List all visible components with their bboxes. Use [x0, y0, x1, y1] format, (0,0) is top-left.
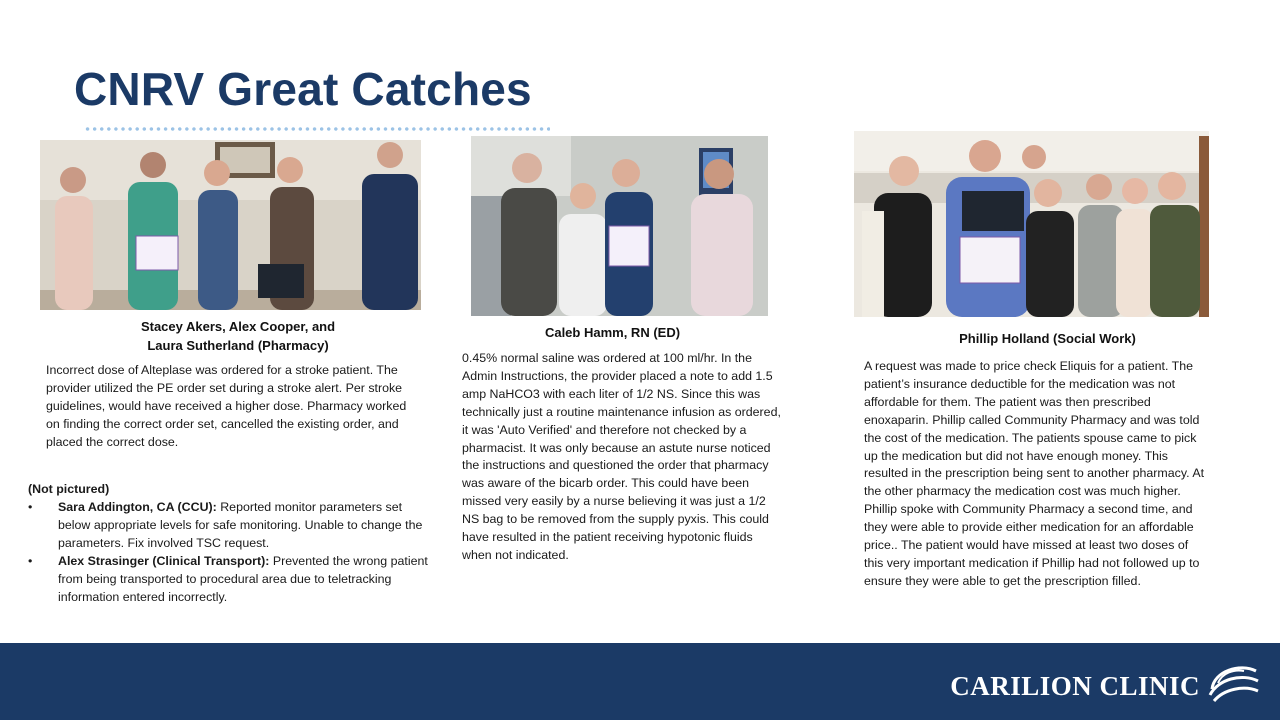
bullet-icon: •	[28, 553, 33, 568]
list-item	[28, 553, 428, 607]
carilion-swirl-icon	[1204, 659, 1260, 705]
caption-pharmacy	[118, 317, 358, 355]
carilion-clinic-logo-text: CARILION CLINIC	[950, 671, 1200, 701]
pharmacy-catch-description: Incorrect dose of Alteplase was ordered for a stroke patient. The provider utilized the PE order set during a stroke alert. Per stroke guidelines, would have received a higher dose. Pharmacy worked on finding the correct order set, cancelled the existing order, and placed the correct dose.	[46, 363, 407, 449]
not-pictured-heading: (Not pictured)	[28, 482, 110, 496]
group-photo-social-work	[854, 131, 1209, 317]
footer-bar	[0, 643, 1280, 720]
list-item	[28, 499, 428, 553]
group-photo-pharmacy	[40, 140, 421, 310]
caleb-catch-description: 0.45% normal saline was ordered at 100 ml/hr. In the Admin Instructions, the provider placed a note to add 1.5 amp NaHCO3 with each liter of 1/2 NS. Since this was technically just a routine maintenance infusion as ordered, it was 'Auto Verified' and therefore not checked by a pharmacist. It was only because an astute nurse noticed the instructions and questioned the order that pharmacy was aware of the bicarb order. This could have been missed very easily by a nurse believing it was just a 1/2 NS bag to be removed from the supply pyxis. This could have resulted in the patient receiving hypotonic fluids when not indicated.	[462, 351, 781, 562]
slide-title: CNRV Great Catches	[74, 63, 532, 115]
item-text: Reported monitor parameters set below appropriate levels for safe monitoring. Unable to change the parameters. Fix involved TSC request.	[58, 500, 423, 550]
phillip-catch-description: A request was made to price check Eliquis for a patient. The patient’s insurance deductible for the medication was not affordable for them. The patient was then prescribed enoxaparin. Phillip called Community Pharmacy and was told the cost of the medication. The patients spouse came to pick up the medication but did not have enough money. This resulted in the prescription being sent to another pharmacy. At the other pharmacy the medication cost was much higher. Phillip spoke with Community Pharmacy a second time, and they were able to provide either medication for an affordable price.. The patient would have missed at least two doses of this very important medication if Phillip had not followed up to ensure they were able to get the prescription filled.	[864, 359, 1205, 588]
photo-caleb-hamm	[471, 136, 768, 316]
caption-phillip-holland: Phillip Holland (Social Work)	[959, 331, 1136, 346]
not-pictured-list	[28, 499, 428, 606]
item-name: Alex Strasinger (Clinical Transport):	[58, 553, 270, 568]
item-text: Prevented the wrong patient from being transported to procedural area due to teletracking information entered incorrectly.	[58, 553, 428, 604]
bullet-icon: •	[28, 500, 33, 514]
caption-caleb-hamm: Caleb Hamm, RN (ED)	[544, 325, 681, 340]
caption-line: Stacey Akers, Alex Cooper, and	[140, 319, 336, 334]
caption-line: Laura Sutherland (Pharmacy)	[147, 338, 329, 353]
item-name: Sara Addington, CA (CCU):	[58, 500, 217, 514]
dotted-divider	[84, 126, 550, 132]
